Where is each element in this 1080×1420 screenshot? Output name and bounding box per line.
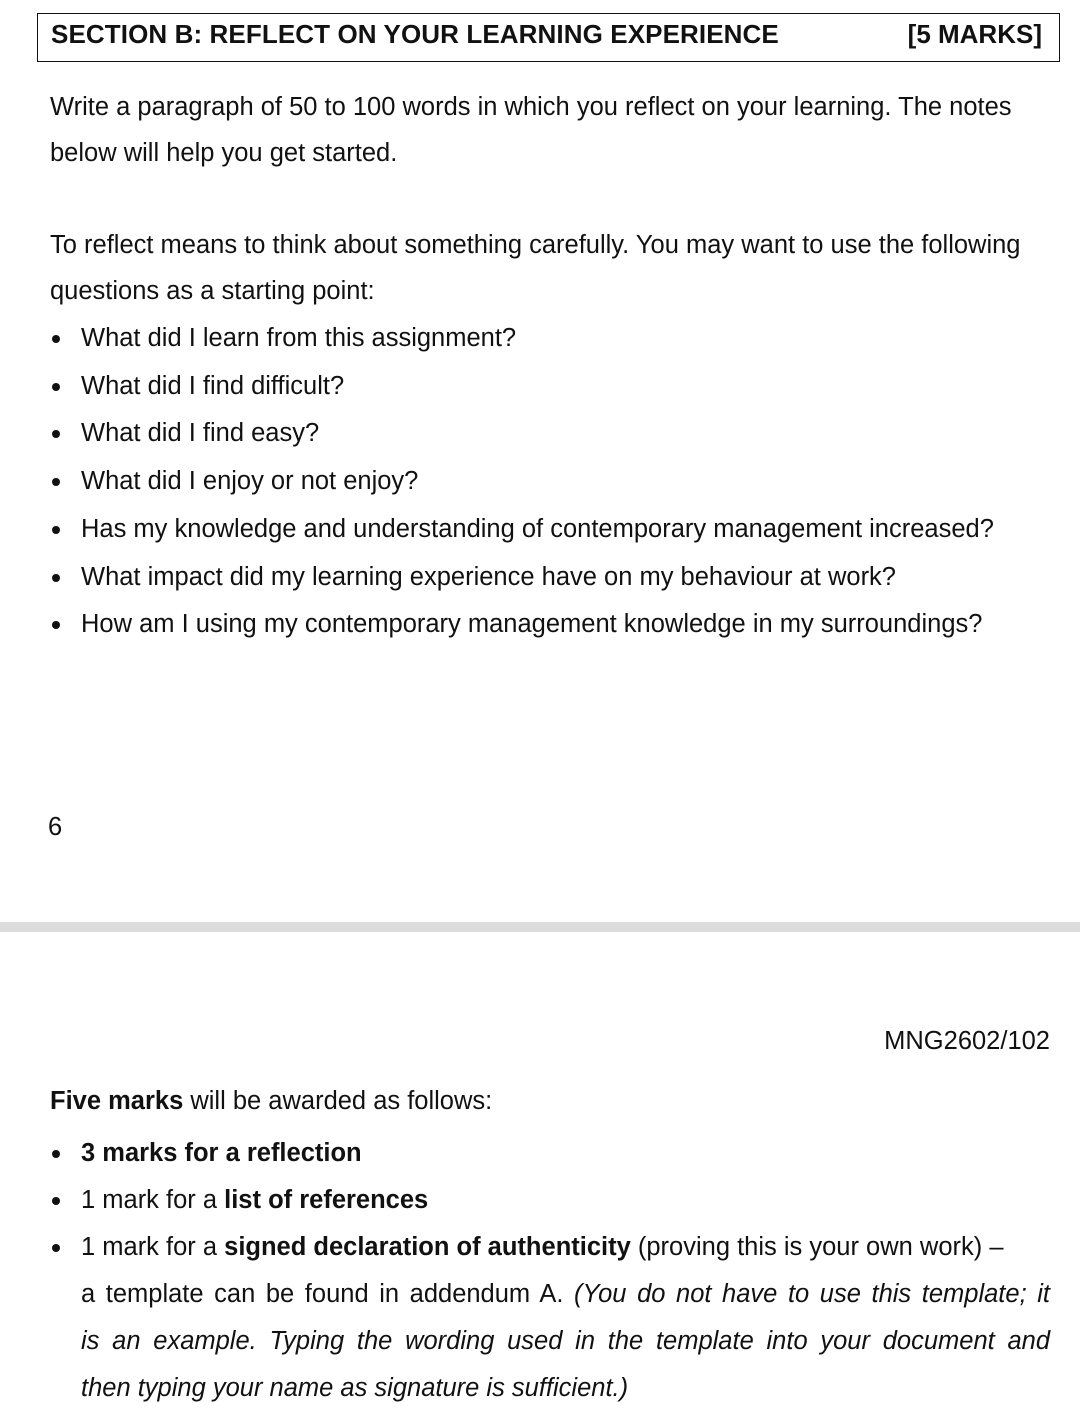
list-item: What did I find difficult?: [50, 363, 1050, 411]
bullet-icon: [52, 621, 60, 629]
list-item: What impact did my learning experience have on my behaviour at work?: [50, 554, 1050, 602]
reflection-questions-list: [50, 315, 1050, 649]
intro-paragraph: Write a paragraph of 50 to 100 words in which you reflect on your learning. The notes below will help you get started.: [50, 93, 1012, 167]
marks-intro-bold: Five marks: [50, 1087, 184, 1115]
criterion-declaration-line-1: 1 mark for a signed declaration of authenticity (proving this is your own work) –: [81, 1233, 1004, 1261]
page-divider: [0, 922, 1080, 932]
section-title: SECTION B: REFLECT ON YOUR LEARNING EXPERIENCE: [51, 19, 779, 49]
document-page-2: [0, 932, 1080, 1420]
bullet-icon: [52, 383, 60, 391]
reflect-paragraph: To reflect means to think about something carefully. You may want to use the following questions as a starting point:: [50, 231, 1021, 305]
bullet-icon: [52, 335, 60, 343]
bullet-icon: [52, 430, 60, 438]
section-marks: [5 MARKS]: [907, 19, 1042, 49]
bullet-icon: [52, 1244, 60, 1252]
list-item: [50, 1177, 1050, 1224]
list-item: What did I enjoy or not enjoy?: [50, 458, 1050, 506]
list-item: How am I using my contemporary management knowledge in my surroundings?: [50, 601, 1050, 649]
page-number: 6: [48, 813, 63, 841]
list-item: [50, 1130, 1050, 1177]
bullet-icon: [52, 1197, 60, 1205]
bullet-icon: [52, 526, 60, 534]
marks-criteria-list: [50, 1130, 1050, 1412]
criterion-references-prefix: 1 mark for a: [81, 1186, 225, 1214]
criterion-references: list of references: [224, 1186, 429, 1214]
section-header-box: [37, 13, 1060, 62]
criterion-reflection: 3 marks for a reflection: [81, 1139, 362, 1167]
criterion-declaration-line-3: is an example. Typing the wording used in the template into your document and: [81, 1327, 1050, 1355]
bullet-icon: [52, 1150, 60, 1158]
list-item: Has my knowledge and understanding of contemporary management increased?: [50, 506, 1050, 554]
module-code: MNG2602/102: [884, 1027, 1050, 1055]
bullet-icon: [52, 574, 60, 582]
criterion-declaration-line-4: then typing your name as signature is sufficient.): [81, 1374, 629, 1402]
list-item: What did I learn from this assignment?: [50, 315, 1050, 363]
criterion-declaration: signed declaration of authenticity: [224, 1233, 631, 1261]
bullet-icon: [52, 478, 60, 486]
list-item: [50, 1224, 1050, 1412]
marks-intro-rest: will be awarded as follows:: [183, 1087, 493, 1115]
list-item: What did I find easy?: [50, 410, 1050, 458]
marks-intro: [50, 1087, 492, 1116]
criterion-declaration-line-2: a template can be found in addendum A. (You do not have to use this template; it: [81, 1280, 1050, 1308]
